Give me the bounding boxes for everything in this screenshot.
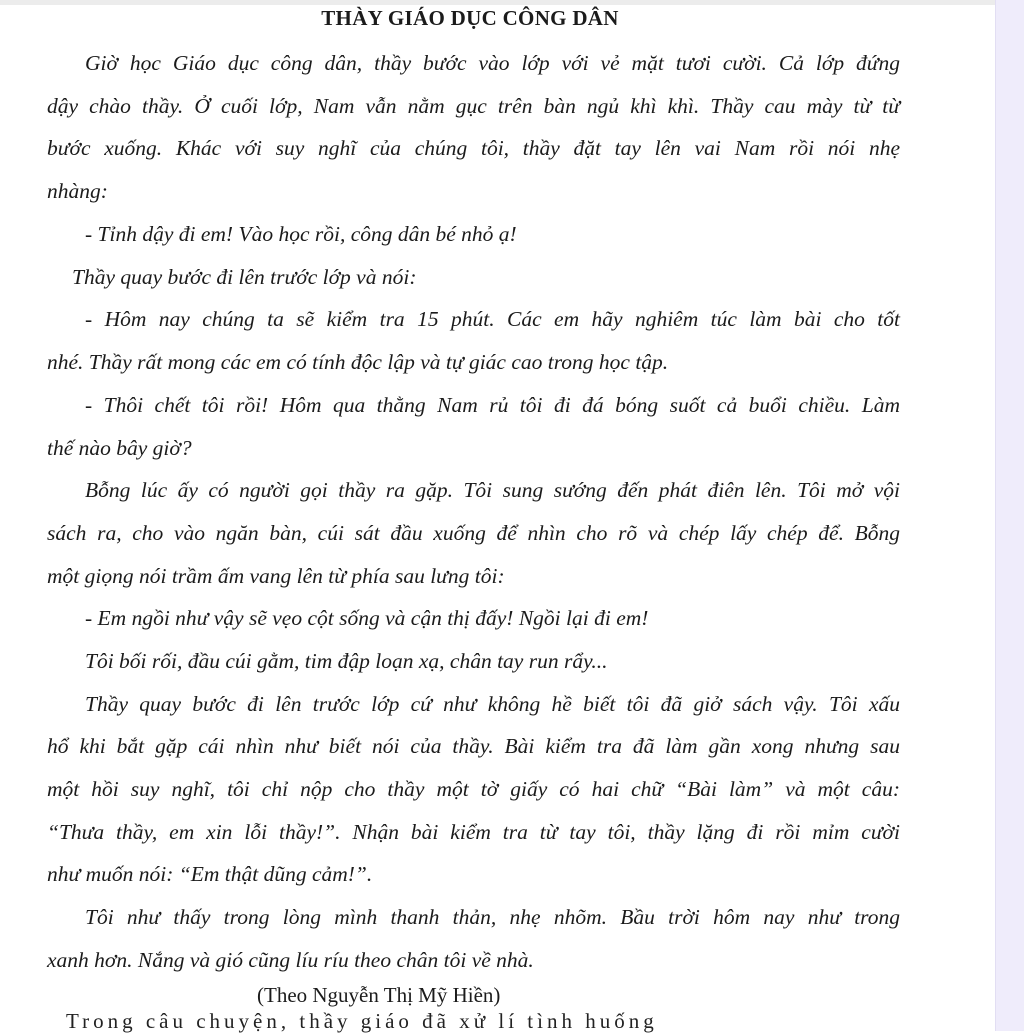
paragraph-line: sách ra, cho vào ngăn bàn, cúi sát đầu xuống để nhìn cho rõ và chép lấy chép để. Bỗng (47, 521, 900, 545)
document-title: THÀY GIÁO DỤC CÔNG DÂN (321, 6, 619, 30)
paragraph-line: Thầy quay bước đi lên trước lớp cứ như không hề biết tôi đã giở sách vậy. Tôi xấu (85, 692, 900, 716)
viewer-right-margin (995, 0, 1024, 1031)
dialogue-line: - Em ngồi như vậy sẽ vẹo cột sống và cận thị đấy! Ngồi lại đi em! (85, 606, 649, 630)
dialogue-line: - Tỉnh dậy đi em! Vào học rồi, công dân bé nhỏ ạ! (85, 222, 517, 246)
dialogue-line: - Hôm nay chúng ta sẽ kiểm tra 15 phút. Các em hãy nghiêm túc làm bài cho tốt (85, 307, 900, 331)
cropped-next-line (66, 1009, 866, 1033)
paragraph-line: nhàng: (47, 179, 108, 203)
dialogue-line: - Thôi chết tôi rồi! Hôm qua thằng Nam rủ tôi đi đá bóng suốt cả buổi chiều. Làm (85, 393, 900, 417)
paragraph-line: Tôi như thấy trong lòng mình thanh thản, nhẹ nhõm. Bầu trời hôm nay như trong (85, 905, 900, 929)
paragraph-line: thế nào bây giờ? (47, 436, 192, 460)
paragraph-line: nhé. Thầy rất mong các em có tính độc lập và tự giác cao trong học tập. (47, 350, 669, 374)
cropped-next-line-text: Trong câu chuyện, thầy giáo đã xử lí tình huống (66, 1009, 658, 1033)
paragraph-line: Thầy quay bước đi lên trước lớp và nói: (72, 265, 417, 289)
paragraph-line: một giọng nói trầm ấm vang lên từ phía sau lưng tôi: (47, 564, 505, 588)
paragraph-line: dậy chào thầy. Ở cuối lớp, Nam vẫn nằm gục trên bàn ngủ khì khì. Thầy cau mày từ từ (47, 94, 900, 118)
paragraph-line: “Thưa thầy, em xin lỗi thầy!”. Nhận bài kiểm tra từ tay tôi, thầy lặng đi rồi mỉm cười (47, 820, 900, 844)
paragraph-line: như muốn nói: “Em thật dũng cảm!”. (47, 862, 373, 886)
paragraph-line: Giờ học Giáo dục công dân, thầy bước vào lớp với vẻ mặt tươi cười. Cả lớp đứng (85, 51, 900, 75)
paragraph-line: xanh hơn. Nắng và gió cũng líu ríu theo chân tôi về nhà. (47, 948, 534, 972)
paragraph-line: Tôi bối rối, đầu cúi gằm, tim đập loạn xạ, chân tay run rẩy... (85, 649, 608, 673)
paragraph-line: một hồi suy nghĩ, tôi chỉ nộp cho thầy một tờ giấy có hai chữ “Bài làm” và một câu: (47, 777, 900, 801)
paragraph-line: bước xuống. Khác với suy nghĩ của chúng tôi, thầy đặt tay lên vai Nam rồi nói nhẹ (47, 136, 900, 160)
paragraph-line: Bỗng lúc ấy có người gọi thầy ra gặp. Tôi sung sướng đến phát điên lên. Tôi mở vội (85, 478, 900, 502)
source-credit: (Theo Nguyễn Thị Mỹ Hiền) (257, 983, 501, 1007)
paragraph-line: hổ khi bắt gặp cái nhìn như biết nói của thầy. Bài kiểm tra đã làm gần xong nhưng sau (47, 734, 900, 758)
